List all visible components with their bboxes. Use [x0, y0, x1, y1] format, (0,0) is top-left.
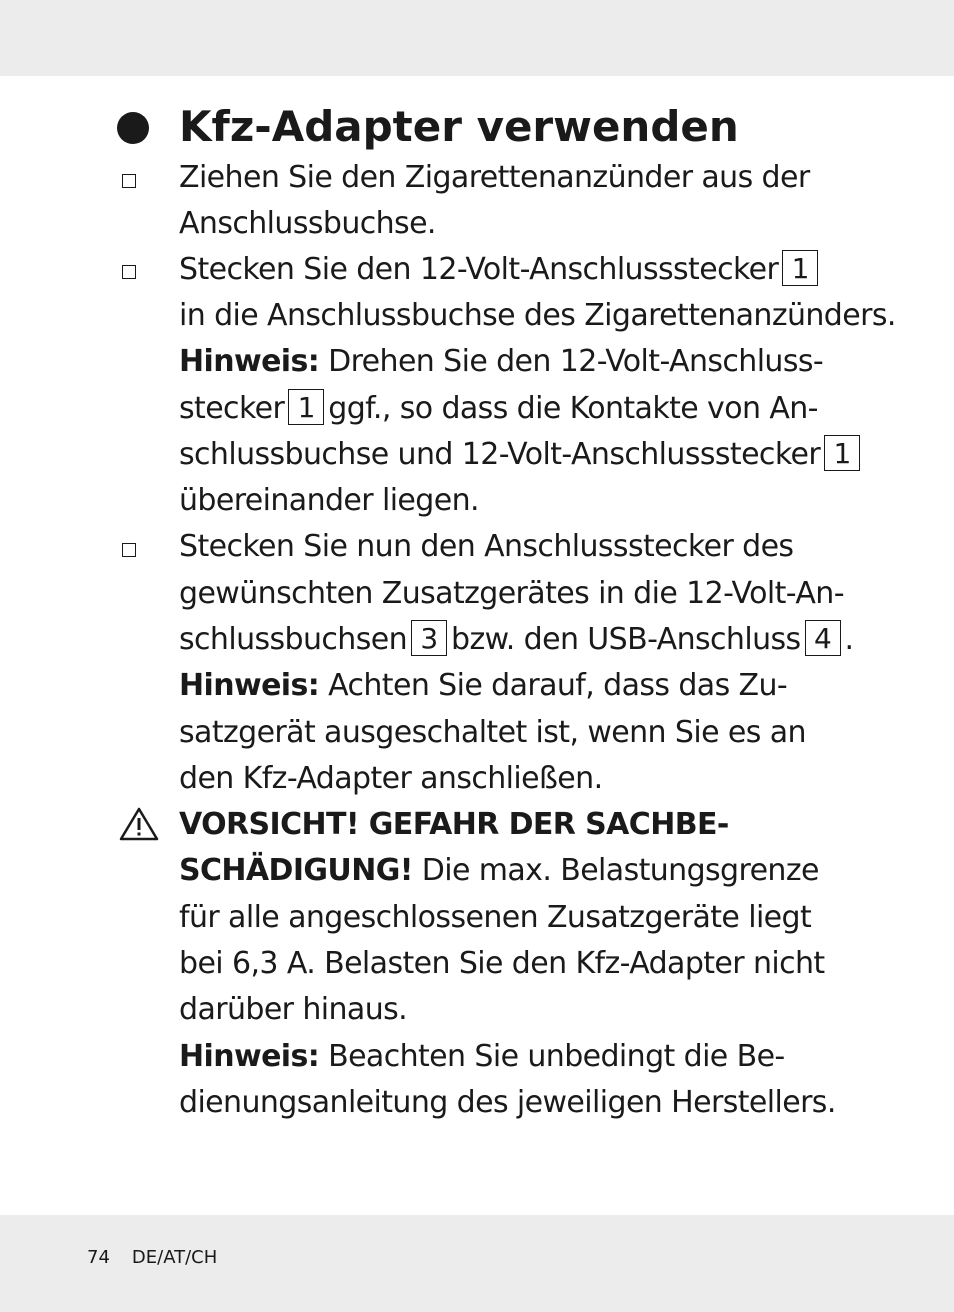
warning-title-line-1: VORSICHT! GEFAHR DER SACHBE- — [179, 807, 729, 842]
note-label: Hinweis: — [179, 668, 320, 703]
language-codes: DE/AT/CH — [131, 1247, 218, 1268]
ref-box-usb: 4 — [805, 620, 841, 656]
step-3-line-2: gewünschten Zusatzgerätes in die 12-Volt-An- — [179, 576, 844, 611]
step-checkbox-icon — [122, 543, 136, 557]
step-1-line-2: Anschlussbuchse. — [179, 206, 436, 241]
warning-line-5: darüber hinaus. — [179, 992, 408, 1027]
top-band — [0, 0, 954, 76]
warning-line-3: für alle angeschlossenen Zusatzgeräte liegt — [179, 900, 812, 935]
ref-box-plug: 1 — [288, 389, 324, 425]
heading-bullet-icon — [117, 112, 149, 144]
step-3-line-1: Stecken Sie nun den Anschlussstecker des — [179, 529, 794, 564]
ref-box-plug: 1 — [782, 250, 818, 286]
step-3-line-3: schlussbuchsen 3 bzw. den USB-Anschluss 4 . — [179, 621, 854, 657]
warning-line-2: SCHÄDIGUNG! Die max. Belastungsgrenze — [179, 853, 819, 888]
step-3-note-line-2: satzgerät ausgeschaltet ist, wenn Sie es an — [179, 715, 806, 750]
step-2-line-2: in die Anschlussbuchse des Zigarettenanzünders. — [179, 298, 896, 333]
step-2-note-line-1: Hinweis: Drehen Sie den 12-Volt-Anschluss- — [179, 344, 824, 379]
page-footer — [87, 1247, 239, 1268]
step-2-note-line-3: schlussbuchse und 12-Volt-Anschlussstecker 1 — [179, 435, 864, 475]
warning-note-line-1: Hinweis: Beachten Sie unbedingt die Be- — [179, 1039, 785, 1074]
step-checkbox-icon — [122, 265, 136, 279]
ref-box-sockets: 3 — [411, 620, 447, 656]
section-heading: Kfz-Adapter verwenden — [179, 102, 739, 151]
step-1-line-1: Ziehen Sie den Zigarettenanzünder aus der — [179, 160, 810, 195]
warning-triangle-icon — [118, 806, 160, 842]
step-checkbox-icon — [122, 174, 136, 188]
step-2-line-1: Stecken Sie den 12-Volt-Anschlussstecker 1 — [179, 250, 822, 290]
ref-box-plug: 1 — [824, 435, 860, 471]
step-3-note-line-3: den Kfz-Adapter anschließen. — [179, 761, 603, 796]
note-label: Hinweis: — [179, 1039, 320, 1074]
step-2-note-line-2: stecker 1 ggf., so dass die Kontakte von An- — [179, 390, 818, 426]
step-2-note-line-4: übereinander liegen. — [179, 483, 479, 518]
page-number: 74 — [87, 1247, 110, 1268]
step-3-note-line-1: Hinweis: Achten Sie darauf, dass das Zu- — [179, 668, 788, 703]
warning-note-line-2: dienungsanleitung des jeweiligen Herstellers. — [179, 1085, 836, 1120]
warning-line-4: bei 6,3 A. Belasten Sie den Kfz-Adapter nicht — [179, 946, 825, 981]
note-label: Hinweis: — [179, 344, 320, 379]
